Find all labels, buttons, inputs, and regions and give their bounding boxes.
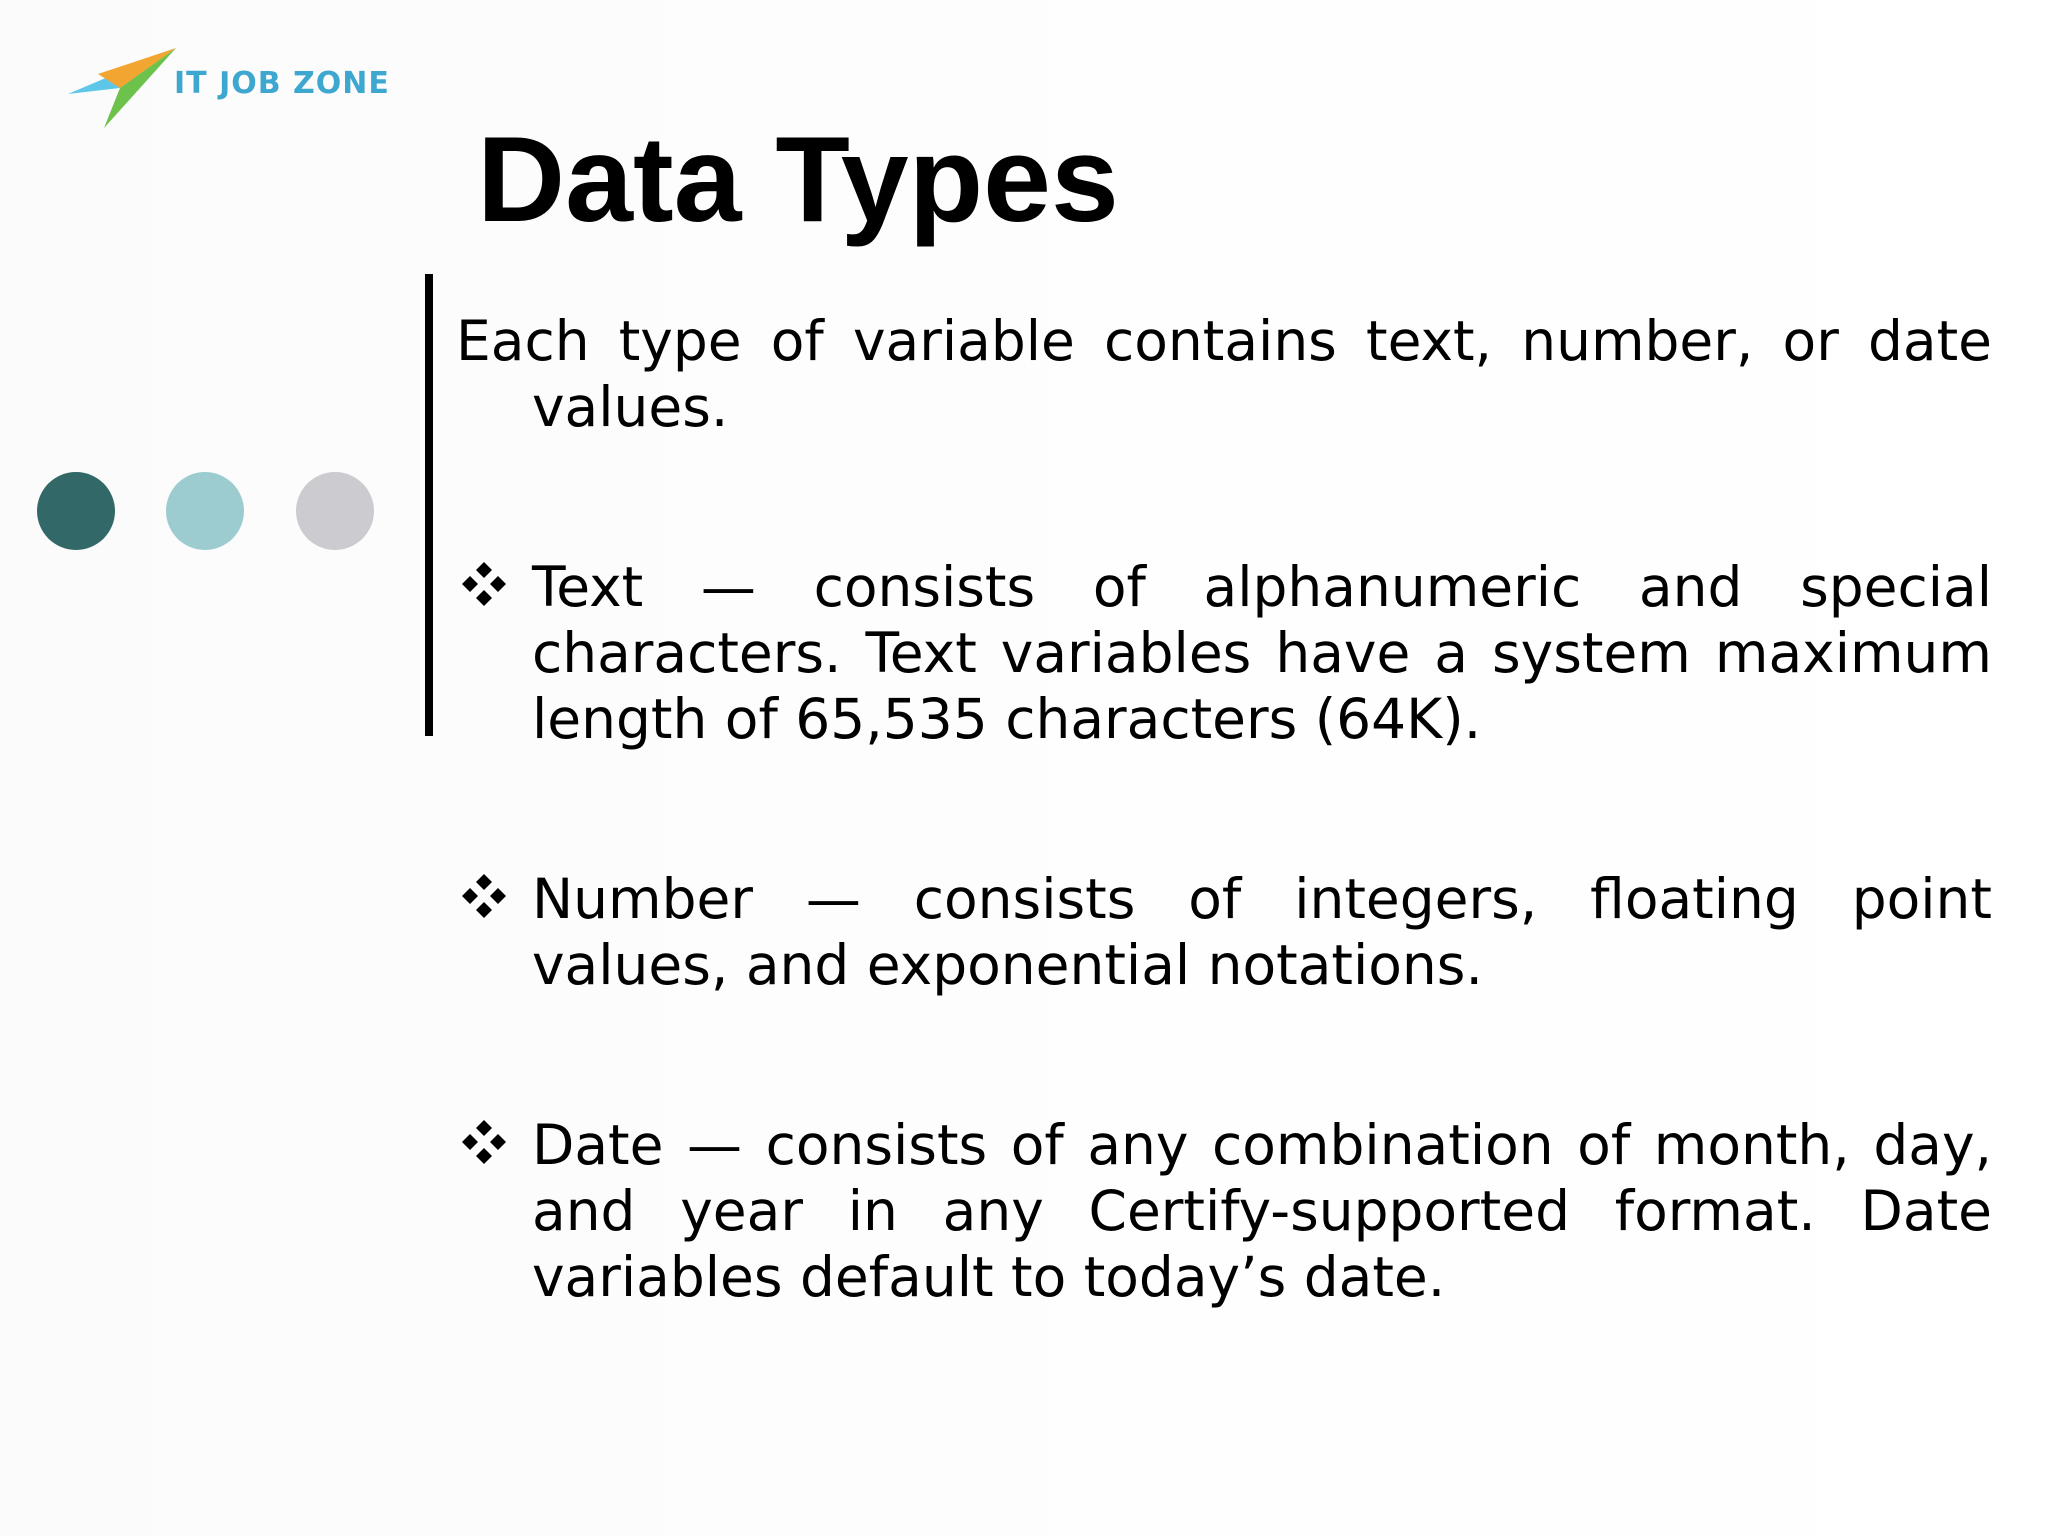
paper-plane-logo-icon — [68, 44, 178, 134]
four-diamond-bullet-icon — [460, 1118, 508, 1166]
decor-dot-gray — [296, 472, 374, 550]
four-diamond-bullet-icon — [460, 872, 508, 920]
slide-body — [456, 308, 1992, 1309]
company-logo — [68, 44, 388, 134]
decor-dot-dark-teal — [37, 472, 115, 550]
decor-dot-light-teal — [166, 472, 244, 550]
intro-paragraph: Each type of variable contains text, number, or date values. — [456, 309, 1992, 439]
bullet-date-type — [456, 1112, 1992, 1310]
bullet-text: Date — consists of any combination of month, day, and year in any Certify-supported format. Date variables default to today’s date. — [532, 1113, 1992, 1309]
bullet-number-type — [456, 866, 1992, 998]
bullet-text: Text — consists of alphanumeric and special characters. Text variables have a system maximum length of 65,535 characters (64K). — [532, 555, 1992, 751]
bullet-text-type — [456, 554, 1992, 752]
bullet-text: Number — consists of integers, floating point values, and exponential notations. — [532, 867, 1992, 997]
vertical-rule — [425, 274, 433, 736]
four-diamond-bullet-icon — [460, 560, 508, 608]
logo-text: IT JOB ZONE — [174, 66, 390, 101]
slide-title: Data Types — [477, 111, 1119, 247]
